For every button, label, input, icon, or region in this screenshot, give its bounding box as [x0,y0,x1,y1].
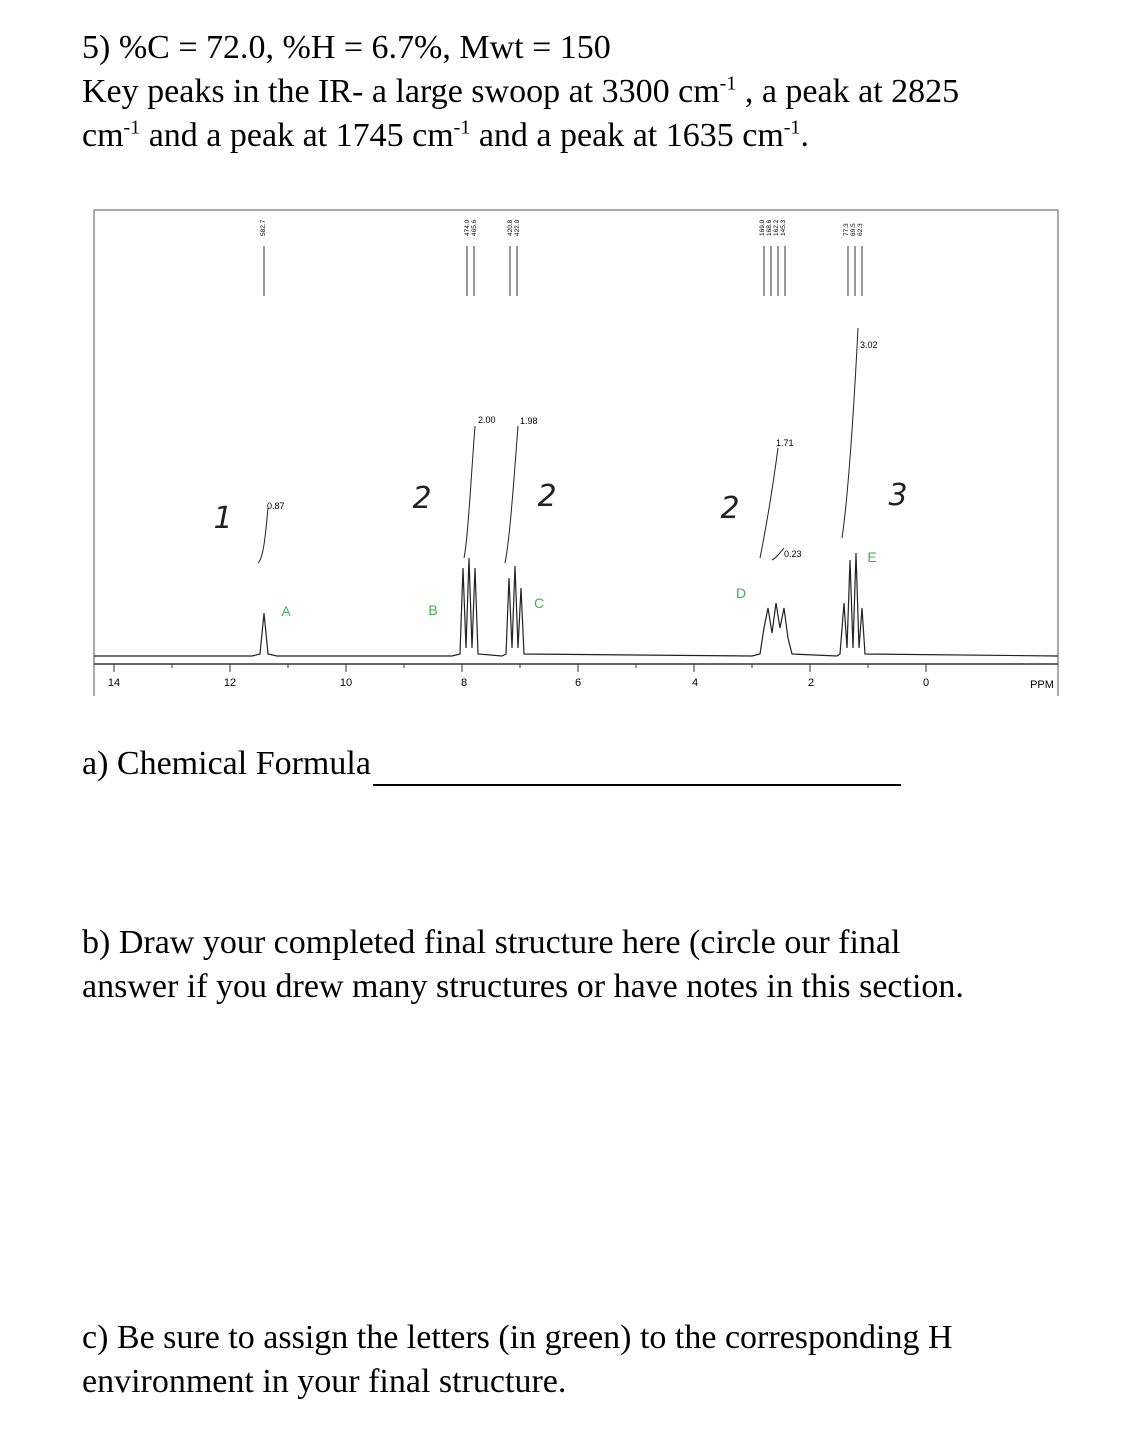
tick-label: 10 [339,677,353,689]
peak-list-label: 422.0 [514,219,521,236]
spectrum-trace [94,553,1058,656]
handwritten-count: 2 [720,491,740,526]
ir-line-1: Key peaks in the IR- a large swoop at 3300 $cm^{-1}$ , a peak at 2825 [82,72,960,110]
ir-line-2: $cm^{-1}$ and a peak at 1745 $cm^{-1}$ and a peak at 1635 $cm^{-1}$. [82,116,809,154]
tick-label: 8 [460,677,468,689]
integral-value: 2.00 [478,415,496,425]
peak-list-label: 62.3 [857,223,864,236]
part-a-chemical-formula: a) Chemical Formula [82,742,1092,786]
peak-list-label: 420.8 [507,219,514,236]
peak-letter-b: B [428,602,438,618]
tick-label: 2 [807,677,815,689]
integral-value: 0.23 [784,549,802,559]
peak-letter-e: E [867,549,877,565]
handwritten-count: 2 [537,479,557,514]
axis-unit: PPM [1030,679,1054,691]
peak-list-label: 168.6 [766,219,773,236]
part-c-instructions: c) Be sure to assign the letters (in green) to the corresponding H environment in your final structure. [82,1319,953,1400]
tick-label: 4 [691,677,699,689]
handwritten-count: 3 [888,478,908,513]
composition-line: 5) %C = 72.0, %H = 6.7%, Mwt = 150 [82,29,611,66]
nmr-spectrum [92,208,1060,700]
tick-label: 0 [922,677,930,689]
peak-letter-a: A [281,603,291,619]
handwritten-count: 2 [412,481,432,516]
peak-list-label: 77.3 [843,223,850,236]
integral-value: 3.02 [860,340,878,350]
peak-pick-lines [264,246,862,296]
peak-list-label: 169.0 [759,219,766,236]
peak-list-label: 162.2 [773,219,780,236]
integral-value: 1.71 [776,438,794,448]
part-b-instructions: b) Draw your completed final structure here (circle our final answer if you drew many structures or have notes in this section. [82,924,964,1005]
tick-label: 12 [223,677,237,689]
peak-list-label: 474.0 [464,219,471,236]
question-header [82,26,1092,158]
handwritten-count: 1 [213,501,233,536]
peak-list-label: 145.3 [780,219,787,236]
tick-label: 6 [574,677,582,689]
peak-list-label: 582.7 [260,219,267,236]
integral-curves [258,328,858,563]
integral-value: 0.87 [267,501,285,511]
peak-list-label: 69.5 [850,223,857,236]
peak-letter-c: C [533,595,545,611]
tick-label: 14 [107,677,121,689]
peak-letter-d: D [735,585,747,601]
peak-list-label: 465.6 [471,219,478,236]
axis-ticks [114,664,926,672]
formula-answer-blank[interactable] [373,748,901,786]
integral-value: 1.98 [520,416,538,426]
